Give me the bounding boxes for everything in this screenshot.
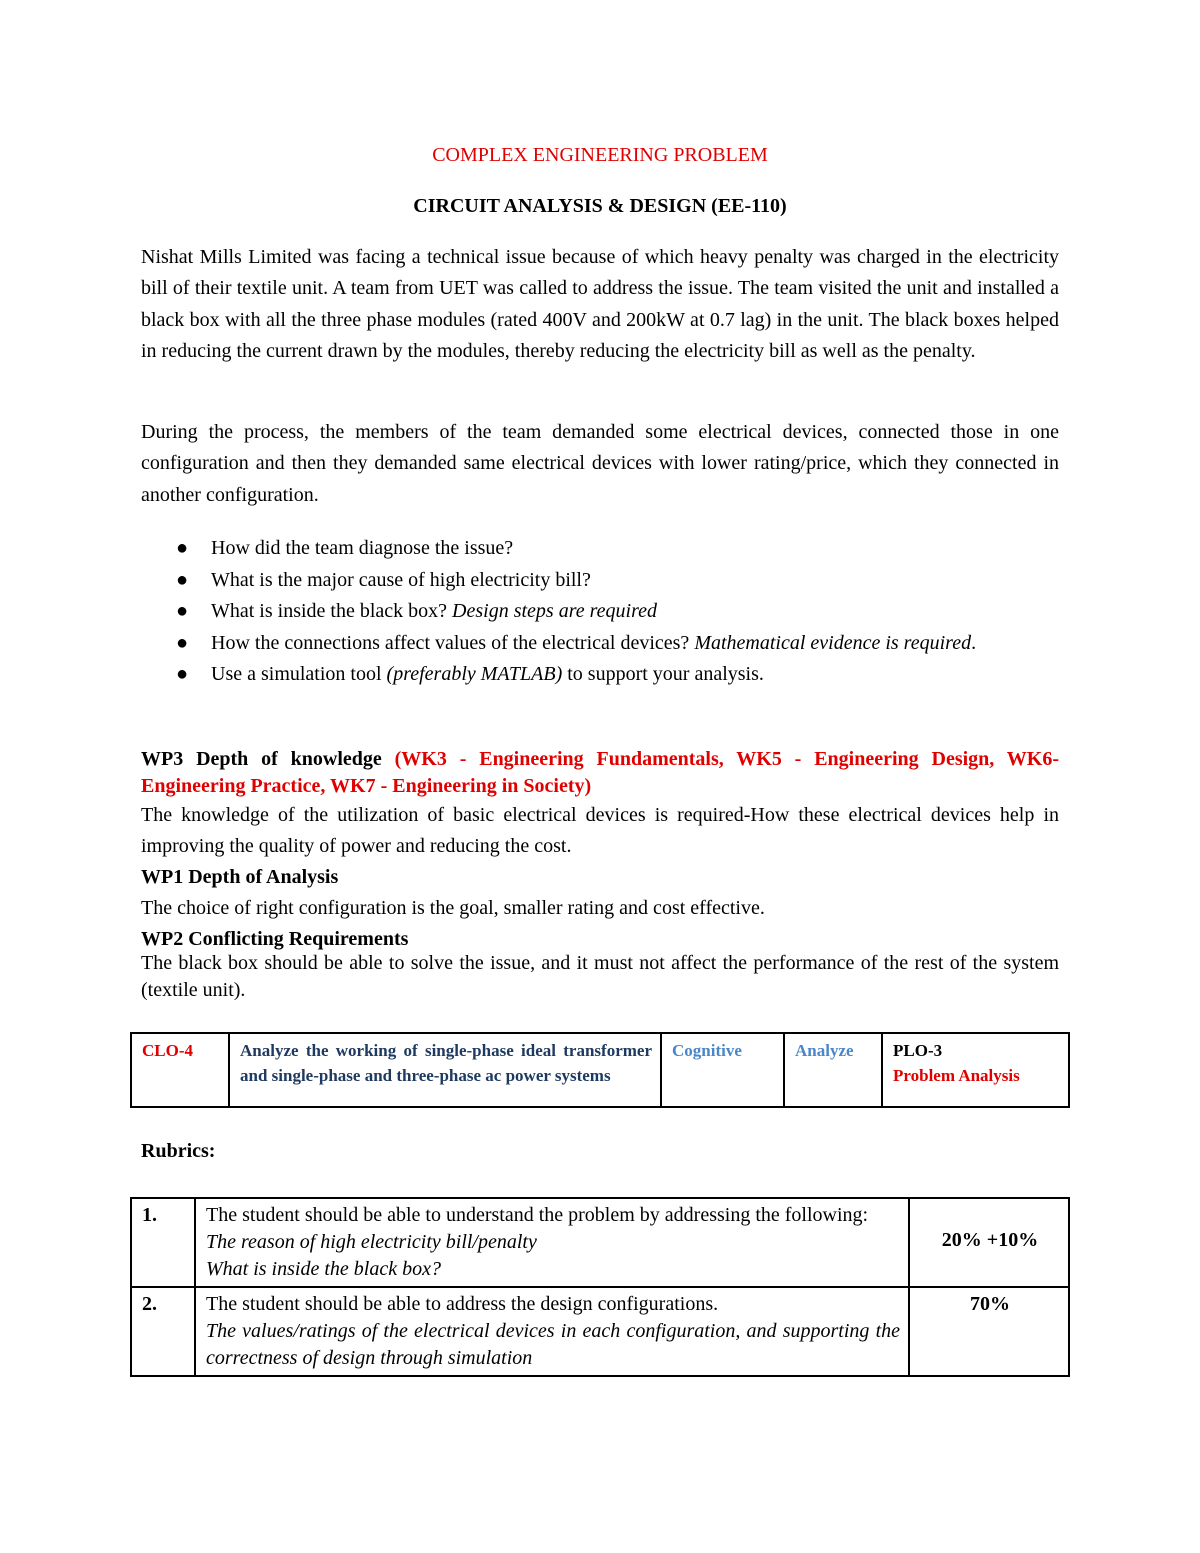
table-row <box>131 1033 1069 1107</box>
list-item: ● What is the major cause of high electricity bill? <box>141 565 1059 597</box>
rubric-description: The student should be able to understand the problem by addressing the following: The reason of high electricity bill/penalty What is inside the black box? <box>195 1198 909 1287</box>
bullet-icon: ● <box>176 568 189 591</box>
rubric-number: 2. <box>131 1287 195 1376</box>
rubric-number: 1. <box>131 1198 195 1287</box>
process-paragraph: During the process, the members of the team demanded some electrical devices, connected those in one configuration and then they demanded same electrical devices with lower rating/price, which they connected in another configuration. <box>141 421 1059 506</box>
list-item: ● What is inside the black box? Design steps are required <box>141 596 1059 628</box>
bullet-icon: ● <box>176 631 189 654</box>
bullet-icon: ● <box>176 663 189 685</box>
plo-cell: PLO-3 Problem Analysis <box>882 1033 1069 1107</box>
question-list <box>141 533 1059 691</box>
table-row <box>131 1287 1069 1376</box>
bullet-icon: ● <box>176 600 189 622</box>
wp3-text: The knowledge of the utilization of basic electrical devices is required-How these electrical devices help in improving the quality of power and reducing the cost. <box>141 804 1059 857</box>
rubric-weight: 70% <box>909 1287 1069 1376</box>
clo-table <box>130 1032 1070 1108</box>
list-item: ● Use a simulation tool (preferably MATLAB) to support your analysis. <box>141 659 1059 691</box>
course-title: CIRCUIT ANALYSIS & DESIGN (EE-110) <box>413 195 787 217</box>
level-cell: Analyze <box>784 1033 882 1107</box>
list-item: ● How did the team diagnose the issue? <box>141 533 1059 565</box>
wp2-heading: WP2 Conflicting Requirements <box>141 928 409 950</box>
wp1-heading: WP1 Depth of Analysis <box>141 866 339 888</box>
bullet-icon: ● <box>176 537 189 559</box>
rubrics-label: Rubrics: <box>141 1140 216 1162</box>
wp2-text: The black box should be able to solve the issue, and it must not affect the performance of the rest of the system (textile unit). <box>141 952 1059 1001</box>
clo-description-cell: Analyze the working of single-phase ideal transformer and single-phase and three-phase ac power systems <box>229 1033 661 1107</box>
table-row <box>131 1198 1069 1287</box>
rubric-weight: 20% +10% <box>909 1198 1069 1287</box>
document-title: COMPLEX ENGINEERING PROBLEM <box>432 144 768 166</box>
rubric-description: The student should be able to address the design configurations. The values/ratings of the electrical devices in each configuration, and supporting the correctness of design through simulation <box>195 1287 909 1376</box>
list-item: ● How the connections affect values of the electrical devices? Mathematical evidence is required. <box>141 628 1059 660</box>
rubrics-table <box>130 1197 1070 1377</box>
wp3-heading: WP3 Depth of knowledge (WK3 - Engineering Fundamentals, WK5 - Engineering Design, WK6-Engineering Practice, WK7 - Engineering in Society) <box>141 748 1059 797</box>
domain-cell: Cognitive <box>661 1033 784 1107</box>
intro-paragraph: Nishat Mills Limited was facing a technical issue because of which heavy penalty was charged in the electricity bill of their textile unit. A team from UET was called to address the issue. The team visited the unit and installed a black box with all the three phase modules (rated 400V and 200kW at 0.7 lag) in the unit. The black boxes helped in reducing the current drawn by the modules, thereby reducing the electricity bill as well as the penalty. <box>141 246 1059 362</box>
wp1-text: The choice of right configuration is the goal, smaller rating and cost effective. <box>141 897 765 919</box>
clo-cell: CLO-4 <box>131 1033 229 1107</box>
